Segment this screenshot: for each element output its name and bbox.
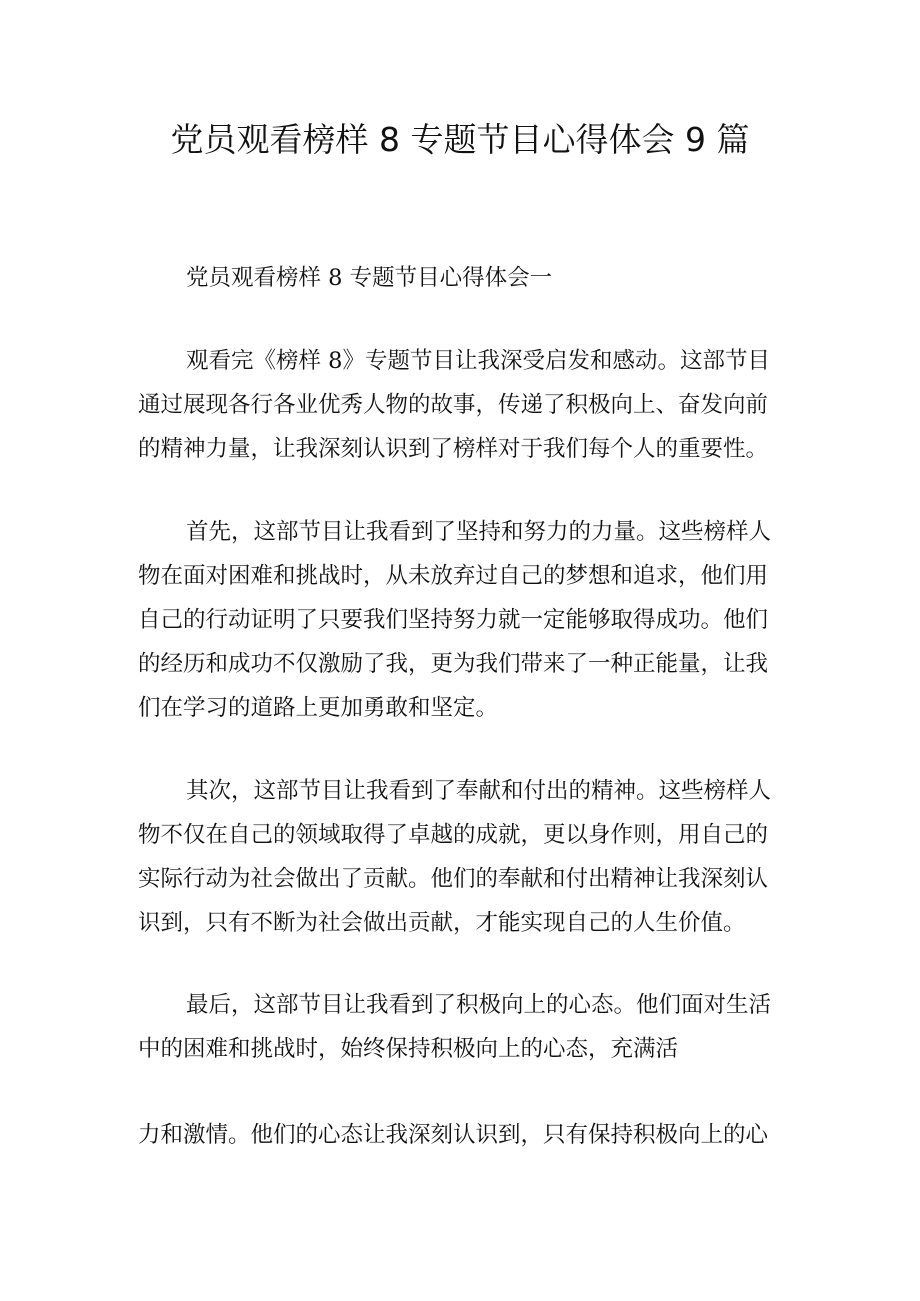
paragraph-line: 自己的行动证明了只要我们坚持努力就一定能够取得成功。他们 (138, 607, 769, 633)
paragraph-2 (138, 510, 788, 730)
paragraph-3 (138, 769, 788, 945)
section-heading-text: 党员观看榜样 8 专题节目心得体会一 (186, 265, 553, 291)
paragraph-line: 观看完《榜样 8》专题节目让我深受启发和感动。这部节目 (186, 348, 770, 374)
paragraph-line: 物在面对困难和挑战时，从未放弃过自己的梦想和追求，他们用 (138, 563, 769, 589)
paragraph-line: 力和激情。他们的心态让我深刻认识到，只有保持积极向上的心 (138, 1122, 769, 1148)
paragraph-line: 其次，这部节目让我看到了奉献和付出的精神。这些榜样人 (186, 778, 772, 804)
paragraph-line: 们在学习的道路上更加勇敢和坚定。 (138, 695, 499, 721)
paragraph-5 (138, 1113, 788, 1157)
paragraph-line: 首先，这部节目让我看到了坚持和努力的力量。这些榜样人 (186, 519, 772, 545)
paragraph-line: 实际行动为社会做出了贡献。他们的奉献和付出精神让我深刻认 (138, 866, 769, 892)
section-heading (138, 256, 788, 300)
paragraph-4 (138, 983, 788, 1071)
paragraph-line: 中的困难和挑战时，始终保持积极向上的心态，充满活 (138, 1036, 679, 1062)
paragraph-line: 最后，这部节目让我看到了积极向上的心态。他们面对生活 (186, 992, 772, 1018)
paragraph-line: 的经历和成功不仅激励了我，更为我们带来了一种正能量，让我 (138, 651, 769, 677)
paragraph-1 (138, 339, 788, 471)
paragraph-line: 物不仅在自己的领域取得了卓越的成就，更以身作则，用自己的 (138, 822, 769, 848)
paragraph-line: 的精神力量，让我深刻认识到了榜样对于我们每个人的重要性。 (138, 436, 769, 462)
paragraph-line: 识到，只有不断为社会做出贡献，才能实现自己的人生价值。 (138, 910, 746, 936)
paragraph-line: 通过展现各行各业优秀人物的故事，传递了积极向上、奋发向前 (138, 392, 769, 418)
document-title: 党员观看榜样 8 专题节目心得体会 9 篇 (170, 120, 750, 159)
